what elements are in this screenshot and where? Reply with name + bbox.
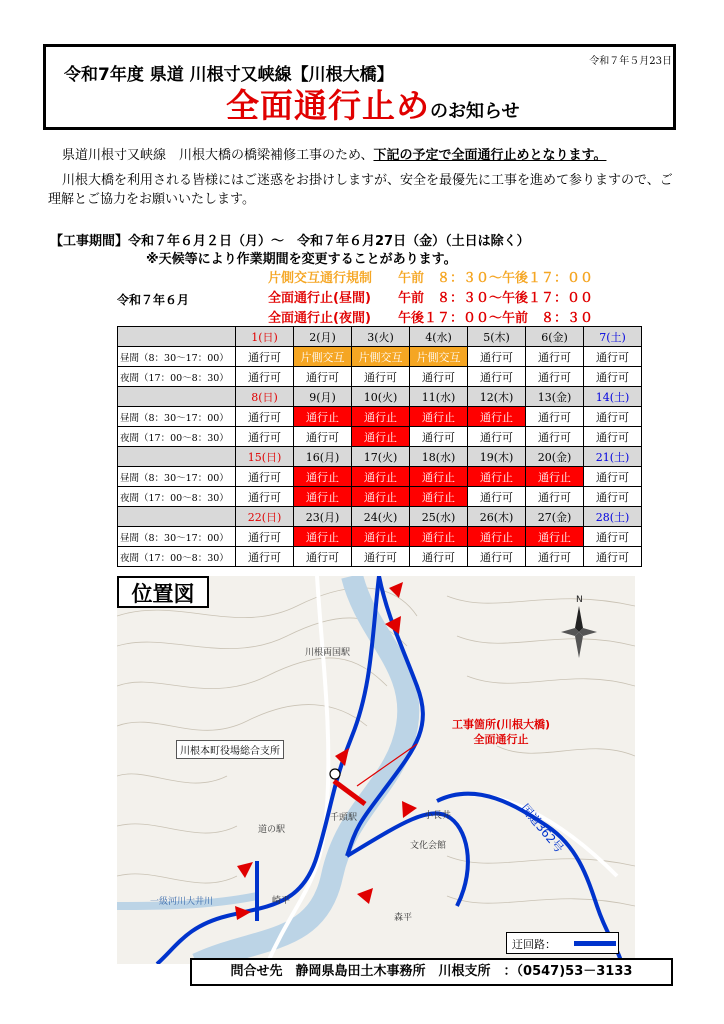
schedule-date: 4(水) — [410, 327, 468, 347]
map-label-station-ryogoku: 川根両国駅 — [305, 648, 351, 658]
schedule-cell: 片側交互 — [352, 347, 410, 367]
town-office-label: 川根本町役場総合支所 — [176, 740, 284, 759]
compass-icon — [561, 606, 597, 658]
schedule-cell: 通行止 — [468, 527, 526, 547]
schedule-cell: 通行可 — [468, 347, 526, 367]
schedule-date: 19(木) — [468, 447, 526, 467]
schedule-cell: 通行可 — [236, 487, 294, 507]
schedule-cell: 通行止 — [410, 407, 468, 427]
period-label: 夜間（17：00～8：30） — [118, 487, 236, 507]
schedule-date: 10(火) — [352, 387, 410, 407]
schedule-cell: 通行可 — [236, 527, 294, 547]
schedule-cell: 通行可 — [526, 547, 584, 567]
schedule-date: 17(火) — [352, 447, 410, 467]
contact-info: 問合せ先 静岡県島田土木事務所 川根支所 ：（0547)53－3133 — [190, 958, 673, 986]
intro-paragraph-2: 川根大橋を利用される皆様にはご迷惑をお掛けしますが、安全を最優先に工事を進めて参りますので、ご理解とご協力をお願いいたします。 — [48, 173, 673, 207]
schedule-cell: 通行止 — [410, 487, 468, 507]
schedule-date: 27(金) — [526, 507, 584, 527]
header-corner — [118, 327, 236, 347]
intro-text: 県道川根寸又峡線 川根大橋の橋梁補修工事のため、 — [62, 148, 374, 163]
schedule-cell: 通行可 — [236, 367, 294, 387]
map-label-morihira: 森平 — [394, 913, 413, 923]
schedule-cell: 通行可 — [468, 547, 526, 567]
weather-note: ※天候等により作業期間を変更することがあります。 — [146, 252, 457, 267]
schedule-cell: 通行止 — [352, 467, 410, 487]
detour-legend — [506, 932, 619, 954]
schedule-cell: 通行可 — [584, 347, 642, 367]
schedule-cell: 通行止 — [468, 407, 526, 427]
schedule-cell: 通行止 — [352, 427, 410, 447]
legend-night-closure — [268, 307, 593, 326]
arrow-icon — [235, 906, 251, 920]
intro-paragraph-1 — [48, 146, 678, 165]
schedule-cell: 通行可 — [584, 467, 642, 487]
schedule-date-row — [118, 507, 642, 527]
schedule-cell: 通行止 — [352, 487, 410, 507]
schedule-cell: 通行可 — [526, 427, 584, 447]
schedule-cell: 片側交互 — [410, 347, 468, 367]
schedule-cell: 通行止 — [294, 527, 352, 547]
main-title-suffix: のお知らせ — [430, 101, 520, 122]
work-period: 【工事期間】令和７年６月２日（月）～ 令和７年６月27日（金）（土日は除く） — [50, 234, 530, 249]
site-label-line2: 全面通行止 — [473, 733, 529, 746]
schedule-cell: 通行可 — [468, 427, 526, 447]
schedule-cell: 通行止 — [352, 407, 410, 427]
schedule-cell: 通行可 — [584, 547, 642, 567]
schedule-date: 23(月) — [294, 507, 352, 527]
map-label-sakihira: 崎平 — [272, 896, 291, 906]
schedule-cell: 通行可 — [468, 487, 526, 507]
schedule-date: 28(土) — [584, 507, 642, 527]
map-label-route362: 国道362号 — [517, 801, 567, 856]
schedule-cell: 通行可 — [294, 427, 352, 447]
period-label: 昼間（8：30～17：00） — [118, 347, 236, 367]
schedule-cell: 通行止 — [468, 467, 526, 487]
schedule-cell: 通行止 — [410, 467, 468, 487]
intro-emphasis: 下記の予定で全面通行止めとなります。 — [373, 148, 607, 163]
legend-label: 全面通行止(夜間) — [268, 311, 371, 326]
period-label: 夜間（17：00～8：30） — [118, 547, 236, 567]
schedule-night-row — [118, 427, 642, 447]
schedule-cell: 通行可 — [294, 367, 352, 387]
schedule-night-row — [118, 487, 642, 507]
notice-date: 令和７年５月23日 — [589, 56, 672, 67]
arrow-icon — [357, 888, 373, 904]
schedule-night-row — [118, 547, 642, 567]
schedule-date: 3(火) — [352, 327, 410, 347]
schedule-cell: 通行可 — [526, 367, 584, 387]
schedule-cell: 通行可 — [584, 487, 642, 507]
schedule-cell: 通行可 — [236, 427, 294, 447]
map-label-bunka: 文化会館 — [410, 841, 447, 851]
schedule-cell: 通行可 — [410, 547, 468, 567]
river — [197, 576, 408, 964]
schedule-cell: 通行止 — [526, 467, 584, 487]
schedule-cell: 通行可 — [468, 367, 526, 387]
schedule-cell: 片側交互 — [294, 347, 352, 367]
site-label-line1: 工事箇所(川根大橋) — [452, 718, 551, 731]
schedule-date: 18(水) — [410, 447, 468, 467]
schedule-date: 2(月) — [294, 327, 352, 347]
arrow-icon — [389, 582, 403, 598]
legend-time: 午後１７：００～午前 ８：３０ — [398, 311, 594, 326]
map-label-michinoeki: 道の駅 — [258, 825, 286, 835]
schedule-day-row — [118, 527, 642, 547]
schedule-day-row — [118, 347, 642, 367]
schedule-cell: 通行可 — [584, 527, 642, 547]
header-corner — [118, 507, 236, 527]
schedule-date: 12(木) — [468, 387, 526, 407]
schedule-day-row — [118, 407, 642, 427]
legend-alternating — [268, 267, 593, 286]
schedule-date: 9(月) — [294, 387, 352, 407]
schedule-cell: 通行可 — [236, 547, 294, 567]
schedule-cell: 通行可 — [236, 467, 294, 487]
main-title: 全面通行止め — [226, 86, 430, 125]
notice-subtitle: 令和7年度 県道 川根寸又峡線【川根大橋】 — [64, 65, 394, 85]
schedule-cell: 通行可 — [236, 347, 294, 367]
office-marker — [330, 769, 340, 779]
schedule-date: 8(日) — [236, 387, 294, 407]
month-label: 令和７年６月 — [117, 293, 190, 307]
closed-bridge — [334, 781, 365, 804]
schedule-date: 26(木) — [468, 507, 526, 527]
schedule-cell: 通行可 — [584, 367, 642, 387]
header-corner — [118, 387, 236, 407]
schedule-night-row — [118, 367, 642, 387]
detour-legend-label: 迂回路： — [512, 938, 556, 951]
schedule-cell: 通行可 — [526, 347, 584, 367]
schedule-cell: 通行可 — [236, 407, 294, 427]
schedule-cell: 通行可 — [352, 367, 410, 387]
notice-title — [226, 80, 519, 127]
legend-time: 午前 ８：３０～午後１７：００ — [398, 271, 594, 286]
schedule-date-row — [118, 387, 642, 407]
schedule-cell: 通行可 — [410, 427, 468, 447]
svg-text:N: N — [576, 595, 583, 605]
schedule-cell: 通行止 — [294, 487, 352, 507]
schedule-cell: 通行可 — [352, 547, 410, 567]
schedule-date: 22(日) — [236, 507, 294, 527]
schedule-date: 20(金) — [526, 447, 584, 467]
schedule-date-row — [118, 447, 642, 467]
schedule-date: 21(土) — [584, 447, 642, 467]
map-label-senzu-station: 千頭駅 — [330, 813, 358, 823]
schedule-cell: 通行可 — [584, 427, 642, 447]
map-label-river: 一級河川大井川 — [150, 897, 214, 907]
schedule-date: 15(日) — [236, 447, 294, 467]
schedule-cell: 通行止 — [352, 527, 410, 547]
legend-label: 片側交互通行規制 — [268, 271, 373, 286]
schedule-date: 13(金) — [526, 387, 584, 407]
arrow-icon — [237, 862, 253, 878]
arrow-icon — [402, 801, 417, 818]
schedule-cell: 通行可 — [584, 407, 642, 427]
schedule-cell: 通行可 — [410, 367, 468, 387]
period-label: 昼間（8：30～17：00） — [118, 467, 236, 487]
schedule-cell: 通行可 — [526, 407, 584, 427]
schedule-date: 7(土) — [584, 327, 642, 347]
schedule-cell: 通行止 — [526, 527, 584, 547]
period-label: 昼間（8：30～17：00） — [118, 527, 236, 547]
schedule-date: 25(水) — [410, 507, 468, 527]
schedule-date: 14(土) — [584, 387, 642, 407]
schedule-date: 24(火) — [352, 507, 410, 527]
period-label: 昼間（8：30～17：00） — [118, 407, 236, 427]
schedule-cell: 通行可 — [294, 547, 352, 567]
schedule-cell: 通行止 — [294, 407, 352, 427]
schedule-date: 1(日) — [236, 327, 294, 347]
construction-site-label — [452, 717, 550, 747]
schedule-cell: 通行止 — [410, 527, 468, 547]
schedule-day-row — [118, 467, 642, 487]
schedule-cell: 通行可 — [526, 487, 584, 507]
map-label-konagai: 小長井 — [424, 811, 452, 821]
map-title: 位置図 — [117, 576, 209, 608]
schedule-date: 6(金) — [526, 327, 584, 347]
period-label: 夜間（17：00～8：30） — [118, 427, 236, 447]
schedule-date: 11(水) — [410, 387, 468, 407]
period-label: 夜間（17：00～8：30） — [118, 367, 236, 387]
legend-day-closure — [268, 287, 593, 306]
schedule-cell: 通行止 — [294, 467, 352, 487]
schedule-table — [117, 326, 642, 567]
legend-time: 午前 ８：３０～午後１７：００ — [398, 291, 594, 306]
schedule-date-row — [118, 327, 642, 347]
legend-label: 全面通行止(昼間) — [268, 291, 371, 306]
header-corner — [118, 447, 236, 467]
schedule-date: 16(月) — [294, 447, 352, 467]
detour-legend-swatch — [574, 941, 616, 946]
schedule-date: 5(木) — [468, 327, 526, 347]
